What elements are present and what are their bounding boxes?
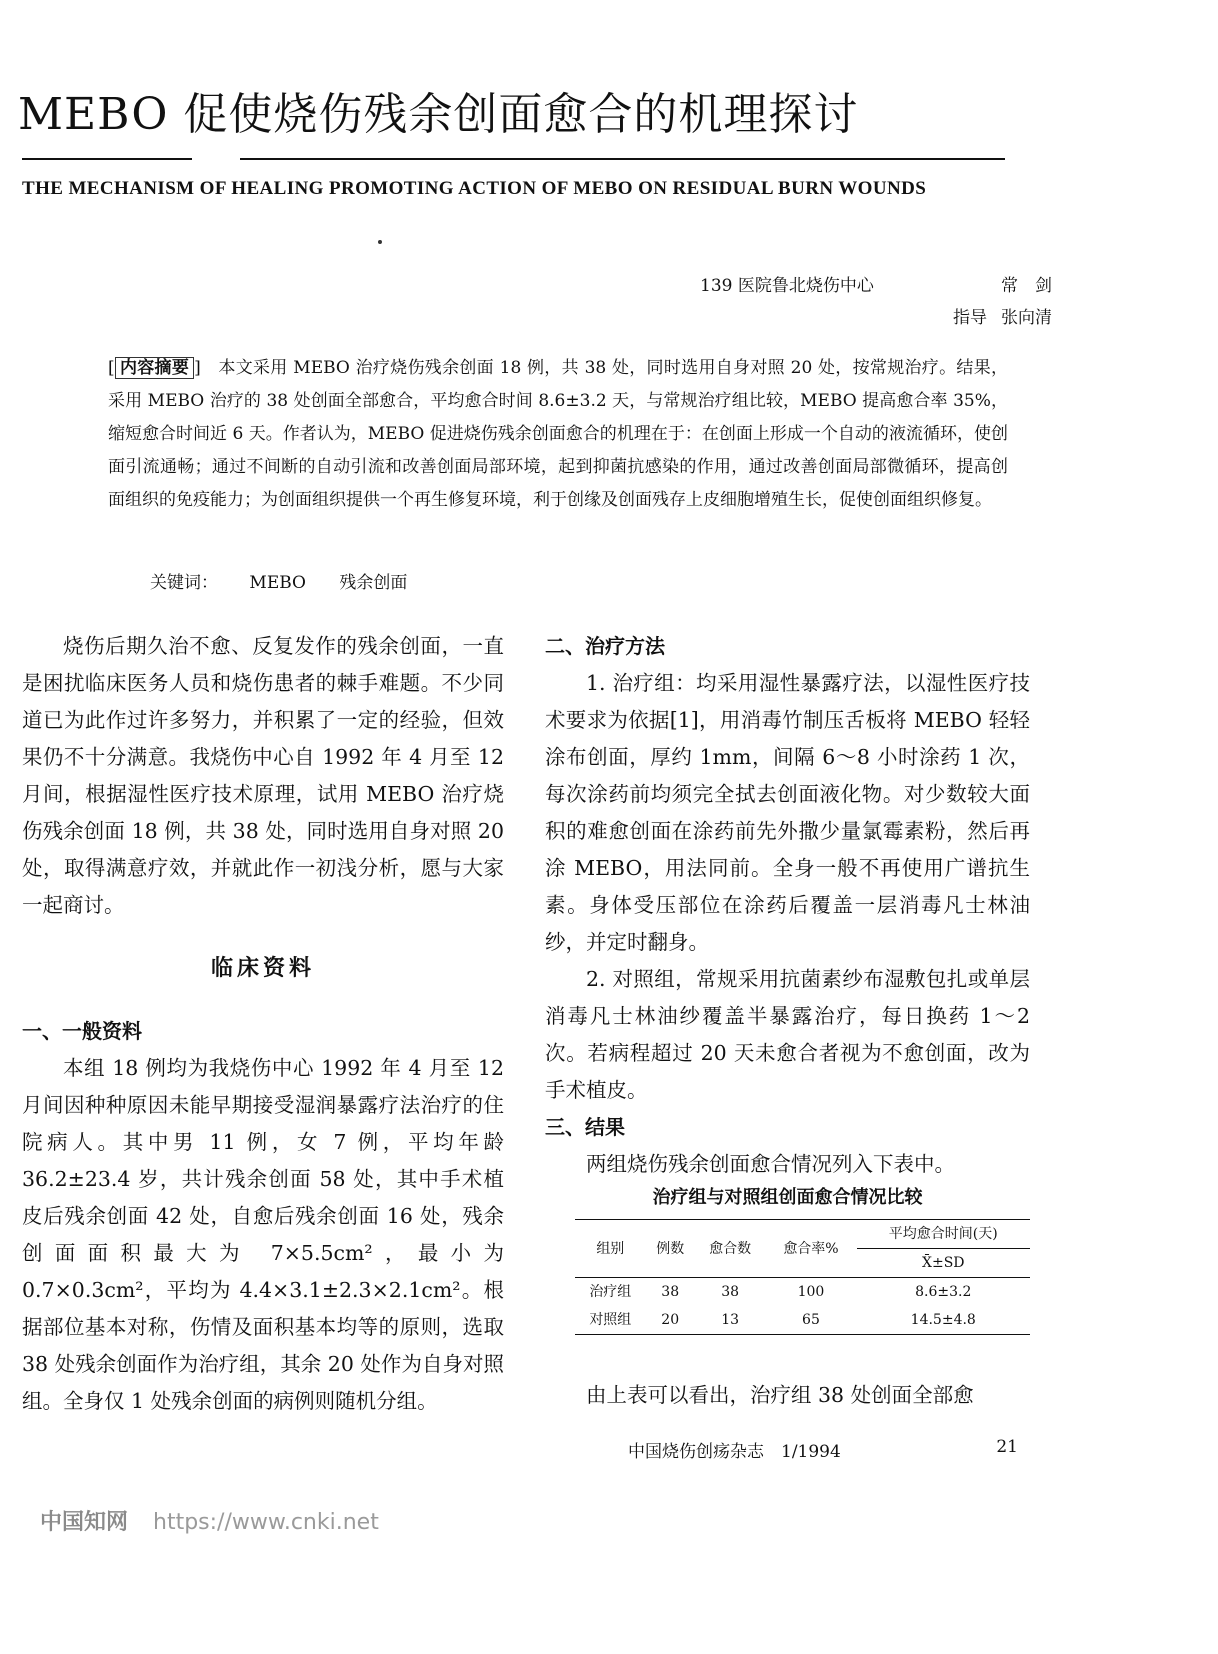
section-title: 临床资料: [210, 956, 315, 981]
article-title-cn: MEBO 促使烧伤残余创面愈合的机理探讨: [18, 89, 859, 140]
cell-cases: 20: [661, 1312, 680, 1328]
watermark-url: https://www.cnki.net: [153, 1510, 379, 1535]
title-rule-right: [240, 158, 1005, 160]
header-cases: 例数: [656, 1240, 685, 1257]
affiliation-row: [700, 270, 1060, 302]
supervisor-name: 张向清: [1001, 308, 1052, 328]
cell-healed: 38: [721, 1284, 740, 1300]
page-footer: [628, 1437, 1018, 1462]
header-time-sub: X̄±SD: [922, 1255, 965, 1271]
cell-rate: 100: [797, 1284, 825, 1300]
method-treatment-paragraph: 1. 治疗组：均采用湿性暴露疗法，以湿性医疗技术要求为依据[1]，用消毒竹制压舌板将 MEBO 轻轻涂布创面，厚约 1mm，间隔 6～8 小时涂药 1 次，每次涂药前均须完全拭去创面液化物。对少数较大面积的难愈创面在涂药前先外撒少量氯霉素粉，然后再涂 MEBO，用法同前。全身一般不再使用广谱抗生素。身体受压部位在涂药后覆盖一层消毒凡士林油纱，并定时翻身。: [545, 671, 1030, 954]
stray-dot: [378, 240, 382, 244]
results-paragraph: 由上表可以看出，治疗组 38 处创面全部愈: [586, 1383, 974, 1407]
header-healed: 愈合数: [709, 1240, 752, 1257]
subheading-general-data: 一、一般资料: [22, 1019, 142, 1043]
cell-time: 8.6±3.2: [915, 1284, 972, 1300]
supervisor-label: 指导: [953, 308, 987, 328]
cell-healed: 13: [721, 1312, 740, 1328]
left-column: [22, 628, 504, 1420]
cell-time: 14.5±4.8: [910, 1312, 976, 1328]
subheading-results: 三、结果: [545, 1115, 625, 1139]
table-row: [575, 1278, 1030, 1307]
general-data-paragraph: 本组 18 例均为我烧伤中心 1992 年 4 月至 12 月间因种种原因未能早期接受湿润暴露疗法治疗的住院病人。其中男 11 例，女 7 例，平均年龄 36.2±23.4 岁，共计残余创面 58 处，其中手术植皮后残余创面 42 处，自愈后残余创面 16 处，残余创面面积最大为 7×5.5cm²，最小为 0.7×0.3cm²，平均为 4.4×3.1±2.3×2.1cm²。根据部位基本对称，伤情及面积基本均等的原则，选取 38 处残余创面作为治疗组，其余 20 处作为自身对照组。全身仅 1 处残余创面的病例则随机分组。: [22, 1056, 504, 1413]
cell-group: 治疗组: [589, 1284, 632, 1300]
table-row: [575, 1306, 1030, 1335]
abstract-label: 内容摘要: [115, 357, 195, 379]
author-name: 常 剑: [1001, 276, 1052, 296]
method-control-paragraph: 2. 对照组，常规采用抗菌素纱布湿敷包扎或单层消毒凡士林油纱覆盖半暴露治疗，每日换药 1～2 次。若病程超过 20 天未愈合者视为不愈创面，改为手术植皮。: [545, 967, 1030, 1102]
abstract: [ 内容摘要 ] 本文采用 MEBO 治疗烧伤残余创面 18 例，共 38 处，同时选用自身对照 20 处，按常规治疗。结果，采用 MEBO 治疗的 38 处创面全部愈合，平均愈合时间 8.6±3.2 天，与常规治疗组比较，MEBO 提高愈合率 35%，缩短愈合时间近 6 天。作者认为，MEBO 促进烧伤残余创面愈合的机理在于：在创面上形成一个自动的液流循环，使创面引流通畅；通过不间断的自动引流和改善创面局部环境，起到抑菌抗感染的作用，通过改善创面局部微循环，提高创面组织的免疫能力；为创面组织提供一个再生修复环境，利于创缘及创面残存上皮细胞增殖生长，促使创面组织修复。: [108, 358, 1009, 510]
right-column: [545, 628, 1030, 1414]
cell-group: 对照组: [589, 1312, 632, 1328]
article-title-en: THE MECHANISM OF HEALING PROMOTING ACTION OF MEBO ON RESIDUAL BURN WOUNDS: [22, 178, 927, 199]
journal-info: 中国烧伤创疡杂志 1/1994: [628, 1442, 841, 1462]
cell-cases: 38: [661, 1284, 680, 1300]
watermark-brand: 中国知网: [40, 1510, 129, 1535]
institution: 139 医院鲁北烧伤中心: [700, 276, 874, 296]
results-intro: 两组烧伤残余创面愈合情况列入下表中。: [586, 1152, 955, 1176]
keywords-label: 关键词：: [150, 573, 218, 593]
keyword-1: MEBO: [249, 573, 306, 593]
results-table: [575, 1219, 1030, 1335]
keyword-2: 残余创面: [339, 573, 408, 593]
abstract-text: 本文采用 MEBO 治疗烧伤残余创面 18 例，共 38 处，同时选用自身对照 20 处，按常规治疗。结果，采用 MEBO 治疗的 38 处创面全部愈合，平均愈合时间 8.6±3.2 天，与常规治疗组比较，MEBO 提高愈合率 35%，缩短愈合时间近 6 天。作者认为，MEBO 促进烧伤残余创面愈合的机理在于：在创面上形成一个自动的液流循环，使创面引流通畅；通过不间断的自动引流和改善创面局部环境，起到抑菌抗感染的作用，通过改善创面局部微循环，提高创面组织的免疫能力；为创面组织提供一个再生修复环境，利于创缘及创面残存上皮细胞增殖生长，促使创面组织修复。: [108, 358, 1009, 510]
title-rule-left: [22, 158, 192, 160]
cell-rate: 65: [802, 1312, 820, 1328]
table-header-row: [575, 1220, 1030, 1249]
intro-paragraph: 烧伤后期久治不愈、反复发作的残余创面，一直是困扰临床医务人员和烧伤患者的棘手难题。不少同道已为此作过许多努力，并积累了一定的经验，但效果仍不十分满意。我烧伤中心自 1992 年 4 月至 12 月间，根据湿性医疗技术原理，试用 MEBO 治疗烧伤残余创面 18 例，共 38 处，同时选用自身对照 20 处，取得满意疗效，并就此作一初浅分析，愿与大家一起商讨。: [22, 634, 504, 917]
header-rate: 愈合率%: [783, 1240, 839, 1257]
affiliation-block: [700, 270, 1060, 334]
page-number: 21: [996, 1437, 1018, 1457]
subheading-methods: 二、治疗方法: [545, 634, 665, 658]
keywords: [150, 568, 407, 593]
supervisor-row: [700, 302, 1060, 334]
header-group: 组别: [596, 1240, 625, 1257]
header-time: 平均愈合时间(天): [857, 1220, 1030, 1249]
watermark: [40, 1505, 379, 1536]
table-caption: 治疗组与对照组创面愈合情况比较: [652, 1187, 923, 1208]
